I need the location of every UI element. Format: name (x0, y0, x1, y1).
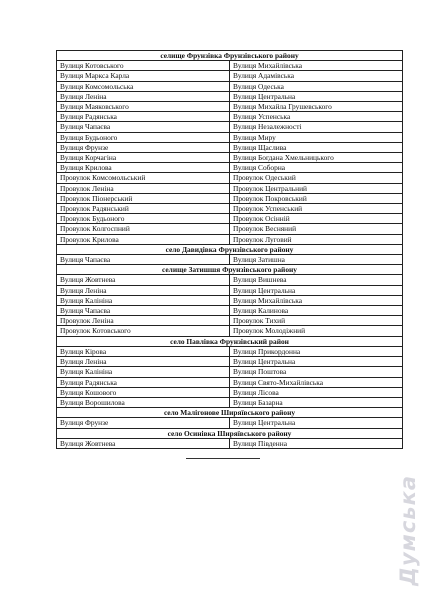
new-street-name: Вулиця Прикордонна (230, 346, 403, 356)
new-street-name: Провулок Луговий (230, 234, 403, 244)
old-street-name: Вулиця Кошового (57, 387, 230, 397)
old-street-name: Вулиця Маркса Карла (57, 71, 230, 81)
old-street-name: Провулок Будьоного (57, 214, 230, 224)
table-row (57, 142, 403, 152)
old-street-name: Вулиця Фрунзе (57, 142, 230, 152)
old-street-name: Провулок Піонерський (57, 193, 230, 203)
new-street-name: Провулок Молодіжний (230, 326, 403, 336)
table-row (57, 418, 403, 428)
table-row (57, 81, 403, 91)
section-title: село Осинівка Ширяївського району (57, 428, 403, 438)
section-header-row (57, 336, 403, 346)
table-row (57, 102, 403, 112)
table-row (57, 224, 403, 234)
old-street-name: Вулиця Радянська (57, 377, 230, 387)
table-row (57, 132, 403, 142)
old-street-name: Вулиця Леніна (57, 91, 230, 101)
old-street-name: Вулиця Калініна (57, 367, 230, 377)
new-street-name: Провулок Тихий (230, 316, 403, 326)
new-street-name: Вулиця Поштова (230, 367, 403, 377)
table-row (57, 295, 403, 305)
section-title: селище Фрунзівка Фрунзівського району (57, 51, 403, 61)
table-row (57, 61, 403, 71)
old-street-name: Провулок Леніна (57, 183, 230, 193)
new-street-name: Вулиця Центральна (230, 285, 403, 295)
old-street-name: Вулиця Комсомольська (57, 81, 230, 91)
new-street-name: Вулиця Михайлівська (230, 295, 403, 305)
old-street-name: Вулиця Калініна (57, 295, 230, 305)
old-street-name: Вулиця Леніна (57, 357, 230, 367)
new-street-name: Вулиця Щаслива (230, 142, 403, 152)
new-street-name: Вулиця Базарна (230, 397, 403, 407)
table-row (57, 357, 403, 367)
new-street-name: Вулиця Центральна (230, 418, 403, 428)
table-row (57, 183, 403, 193)
old-street-name: Вулиця Жовтнева (57, 275, 230, 285)
table-row (57, 193, 403, 203)
old-street-name: Провулок Леніна (57, 316, 230, 326)
section-header-row (57, 244, 403, 254)
table-row (57, 173, 403, 183)
old-street-name: Провулок Колгоспний (57, 224, 230, 234)
old-street-name: Вулиця Чапаєва (57, 255, 230, 265)
new-street-name: Вулиця Михайлівська (230, 61, 403, 71)
table-body (57, 51, 403, 449)
old-street-name: Вулиця Жовтнева (57, 438, 230, 448)
watermark-logo: Думська (396, 475, 420, 586)
new-street-name: Провулок Весняний (230, 224, 403, 234)
section-title: селище Затишшя Фрунзівського району (57, 265, 403, 275)
new-street-name: Вулиця Успенська (230, 112, 403, 122)
section-header-row (57, 428, 403, 438)
table-row (57, 306, 403, 316)
new-street-name: Вулиця Богдана Хмельницького (230, 153, 403, 163)
table-row (57, 326, 403, 336)
table-row (57, 122, 403, 132)
table-row (57, 112, 403, 122)
old-street-name: Вулиця Кірова (57, 346, 230, 356)
table-row (57, 71, 403, 81)
new-street-name: Вулиця Вишнева (230, 275, 403, 285)
old-street-name: Вулиця Радянська (57, 112, 230, 122)
table-row (57, 438, 403, 448)
table-row (57, 275, 403, 285)
section-header-row (57, 265, 403, 275)
new-street-name: Провулок Одеський (230, 173, 403, 183)
table-row (57, 163, 403, 173)
new-street-name: Провулок Успенський (230, 204, 403, 214)
table-row (57, 204, 403, 214)
new-street-name: Провулок Покровський (230, 193, 403, 203)
new-street-name: Вулиця Затишна (230, 255, 403, 265)
new-street-name: Вулиця Центральна (230, 357, 403, 367)
new-street-name: Вулиця Михайла Грушевського (230, 102, 403, 112)
new-street-name: Вулиця Лісова (230, 387, 403, 397)
old-street-name: Провулок Крилова (57, 234, 230, 244)
table-row (57, 153, 403, 163)
new-street-name: Вулиця Адамівська (230, 71, 403, 81)
table-row (57, 367, 403, 377)
old-street-name: Вулиця Чапаєва (57, 122, 230, 132)
section-title: село Павлівка Фрунзівський район (57, 336, 403, 346)
section-header-row (57, 51, 403, 61)
new-street-name: Вулиця Калинова (230, 306, 403, 316)
rename-table (56, 50, 403, 449)
old-street-name: Провулок Радянський (57, 204, 230, 214)
new-street-name: Вулиця Миру (230, 132, 403, 142)
new-street-name: Вулиця Південна (230, 438, 403, 448)
end-rule (186, 458, 260, 459)
old-street-name: Провулок Комсомольський (57, 173, 230, 183)
table-row (57, 397, 403, 407)
table-row (57, 316, 403, 326)
new-street-name: Провулок Центральний (230, 183, 403, 193)
old-street-name: Вулиця Крилова (57, 163, 230, 173)
table-row (57, 346, 403, 356)
old-street-name: Вулиця Маяковського (57, 102, 230, 112)
new-street-name: Вулиця Незалежності (230, 122, 403, 132)
old-street-name: Провулок Котовського (57, 326, 230, 336)
street-rename-table (56, 50, 402, 449)
old-street-name: Вулиця Леніна (57, 285, 230, 295)
new-street-name: Вулиця Центральна (230, 91, 403, 101)
new-street-name: Вулиця Одеська (230, 81, 403, 91)
table-row (57, 387, 403, 397)
section-title: село Давидівка Фрунзівського району (57, 244, 403, 254)
new-street-name: Вулиця Соборна (230, 163, 403, 173)
table-row (57, 255, 403, 265)
old-street-name: Вулиця Корчагіна (57, 153, 230, 163)
old-street-name: Вулиця Чапаєва (57, 306, 230, 316)
new-street-name: Вулиця Свято-Михайлівська (230, 377, 403, 387)
old-street-name: Вулиця Будьоного (57, 132, 230, 142)
section-header-row (57, 408, 403, 418)
table-row (57, 91, 403, 101)
new-street-name: Провулок Осінній (230, 214, 403, 224)
section-title: село Малігонове Ширяївського району (57, 408, 403, 418)
table-row (57, 285, 403, 295)
old-street-name: Вулиця Фрунзе (57, 418, 230, 428)
old-street-name: Вулиця Ворошилова (57, 397, 230, 407)
table-row (57, 214, 403, 224)
table-row (57, 377, 403, 387)
old-street-name: Вулиця Котовського (57, 61, 230, 71)
table-row (57, 234, 403, 244)
